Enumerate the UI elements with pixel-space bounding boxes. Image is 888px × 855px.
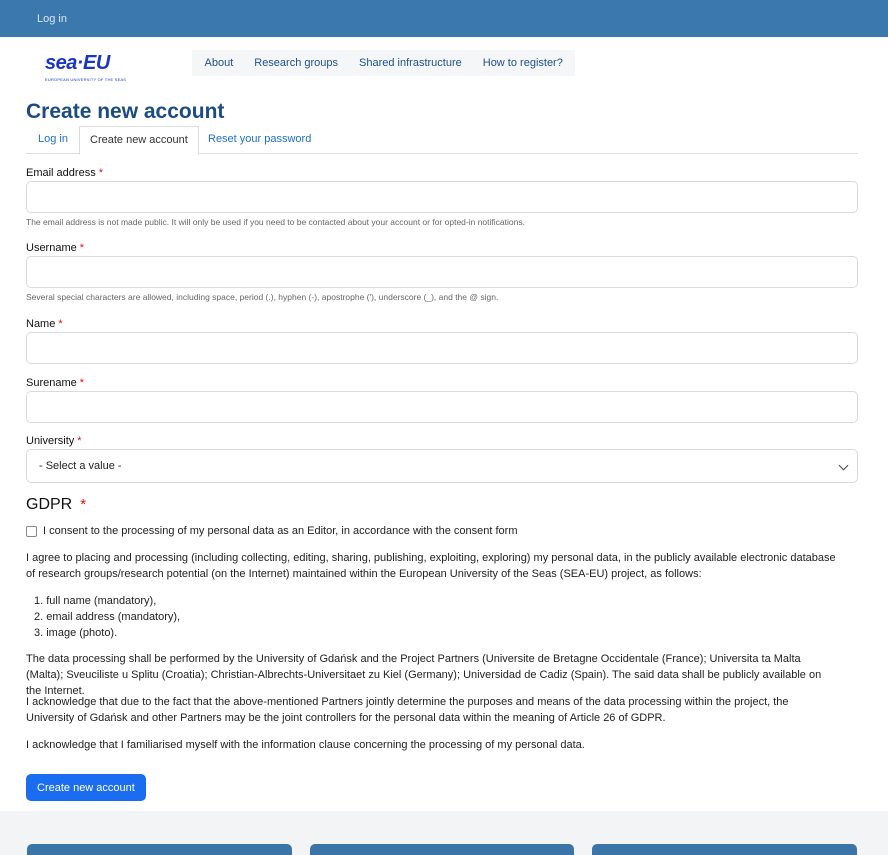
- nav-research-groups[interactable]: Research groups: [254, 57, 339, 69]
- consent-label[interactable]: I consent to the processing of my personal data as an Editor, in accordance with the consent form: [43, 525, 518, 537]
- page-title: Create new account: [26, 100, 225, 123]
- nav-shared-infrastructure[interactable]: Shared infrastructure: [359, 57, 462, 69]
- name-field[interactable]: [26, 332, 858, 364]
- gdpr-paragraph-4: I acknowledge that I familiarised myself with the information clause concerning the processing of my personal data.: [26, 739, 585, 751]
- account-tabs: [26, 126, 858, 154]
- username-label-text: Username: [26, 242, 77, 254]
- list-item: 2. email address (mandatory),: [34, 611, 181, 623]
- nav-how-to-register[interactable]: How to register?: [482, 57, 563, 69]
- university-label-text: University: [26, 435, 75, 447]
- site-header: [0, 37, 888, 97]
- surename-label-text: Surename: [26, 377, 77, 389]
- tab-create-new-account[interactable]: Create new account: [79, 126, 199, 155]
- nav-about[interactable]: About: [204, 57, 234, 69]
- list-item: 1. full name (mandatory),: [34, 595, 157, 607]
- surename-label: [26, 377, 84, 389]
- consent-checkbox[interactable]: [26, 526, 37, 537]
- university-select[interactable]: [26, 449, 858, 483]
- email-label-text: Email address: [26, 167, 96, 179]
- username-label: [26, 242, 84, 254]
- email-label: [26, 167, 103, 179]
- required-marker: *: [79, 242, 85, 254]
- required-marker: *: [79, 377, 85, 389]
- email-help-text: The email address is not made public. It will only be used if you need to be contacted about your account or for opted-in notifications.: [26, 217, 525, 227]
- gdpr-paragraph-2: The data processing shall be performed by the University of Gdańsk and the Project Partners (Universite de Bretagne Occidentale (France); Universita ta Malta (Malta); Sveuciliste u Splitu (Croatia); Christian-Albrechts-Universitaet zu Kiel (Germany); Universidad de Cadiz (Spain). The said data shall be publicly available on the Internet.: [26, 653, 822, 697]
- sea-eu-logo[interactable]: [45, 53, 125, 83]
- footer-card: [592, 844, 857, 855]
- university-select-value: - Select a value -: [39, 460, 122, 472]
- name-label: [26, 318, 63, 330]
- required-marker: *: [80, 496, 87, 513]
- footer-card: [27, 844, 292, 855]
- gdpr-heading: [26, 496, 86, 514]
- top-bar: [0, 0, 888, 37]
- gdpr-data-list: [34, 593, 180, 641]
- tab-log-in[interactable]: Log in: [38, 133, 68, 145]
- chevron-down-icon: [839, 461, 849, 471]
- gdpr-paragraph-1: I agree to placing and processing (including collecting, editing, sharing, publishing, exploiting, exploring) my personal data, in the publicly available electronic database of research groups/research potential (on the Internet) maintained within the European University of the Seas (SEA-EU) project, as follows:: [26, 552, 836, 580]
- required-marker: *: [98, 167, 103, 179]
- gdpr-heading-text: GDPR: [26, 496, 73, 513]
- list-item: 3. image (photo).: [34, 627, 118, 639]
- name-label-text: Name: [26, 318, 56, 330]
- main-nav: [192, 50, 575, 76]
- university-label: [26, 435, 82, 447]
- surename-field[interactable]: [26, 391, 858, 423]
- username-help-text: Several special characters are allowed, including space, period (.), hyphen (-), apostrophe ('), underscore (_), and the @ sign.: [26, 292, 499, 302]
- logo-tagline: EUROPEAN UNIVERSITY OF THE SEAS: [45, 77, 127, 82]
- email-field[interactable]: [26, 181, 858, 213]
- consent-row: [26, 525, 518, 537]
- gdpr-paragraph-3: I acknowledge that due to the fact that the above-mentioned Partners jointly determine the purposes and means of the data processing within the project, the University of Gdańsk and other Partners may be the joint controllers for the personal data within the meaning of Article 26 of GDPR.: [26, 696, 789, 724]
- username-field[interactable]: [26, 256, 858, 288]
- footer-card: [310, 844, 574, 855]
- top-login-link[interactable]: Log in: [37, 12, 67, 25]
- footer: [0, 811, 888, 855]
- logo-wordmark: sea·EU: [45, 52, 110, 74]
- required-marker: *: [77, 435, 82, 447]
- create-account-button[interactable]: Create new account: [26, 774, 146, 801]
- required-marker: *: [58, 318, 63, 330]
- tab-reset-password[interactable]: Reset your password: [208, 133, 312, 145]
